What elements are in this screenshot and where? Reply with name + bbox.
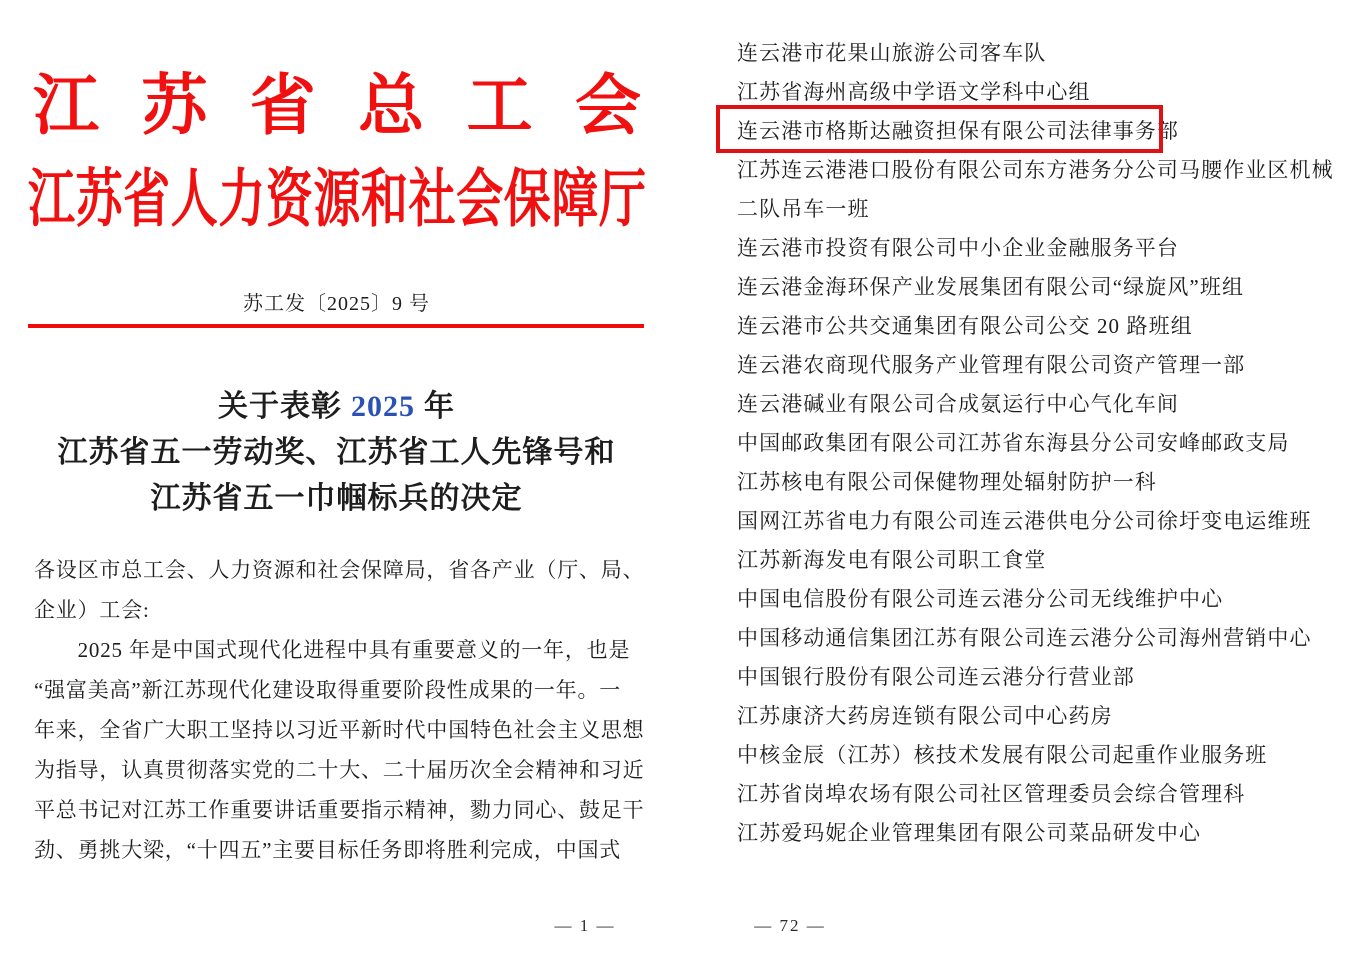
award-line: 中国邮政集团有限公司江苏省东海县分公司安峰邮政支局 xyxy=(737,431,1290,455)
org-name-char: 力 xyxy=(218,165,266,235)
award-line: 连云港市投资有限公司中小企业金融服务平台 xyxy=(737,236,1179,260)
body-line: 2025 年是中国式现代化进程中具有重要意义的一年，也是 xyxy=(34,638,631,662)
org-name-char: 工 xyxy=(466,70,533,143)
org-name-char: 源 xyxy=(313,165,361,235)
doc-number: 苏工发〔2025〕9 号 xyxy=(243,293,430,315)
org-name-char: 厅 xyxy=(598,165,646,235)
doc-title-prefix: 关于表彰 xyxy=(218,390,342,423)
award-line: 中国电信股份有限公司连云港分公司无线维护中心 xyxy=(737,587,1224,611)
org-name-char: 江 xyxy=(28,165,75,235)
doc-title-line-2: 江苏省五一劳动奖、江苏省工人先锋号和 xyxy=(57,436,616,469)
page-number-left: — 1 — xyxy=(554,916,616,935)
award-line-highlighted: 连云港市格斯达融资担保有限公司法律事务部 xyxy=(737,119,1179,143)
doc-title-line-1 xyxy=(28,384,645,430)
award-line: 江苏康济大药房连锁有限公司中心药房 xyxy=(737,704,1113,728)
org-name-line-2 xyxy=(28,165,646,235)
body-line: 企业）工会: xyxy=(34,598,150,622)
doc-title xyxy=(28,384,645,522)
award-line: 连云港市花果山旅游公司客车队 xyxy=(737,41,1047,65)
doc-title-suffix: 年 xyxy=(424,390,455,423)
award-line: 连云港农商现代服务产业管理有限公司资产管理一部 xyxy=(737,353,1246,377)
org-name-char: 和 xyxy=(361,165,409,235)
org-name-char: 保 xyxy=(503,165,551,235)
org-name-char: 障 xyxy=(551,165,599,235)
body-line: 各设区市总工会、人力资源和社会保障局，省各产业（厅、局、 xyxy=(34,558,645,582)
org-name-char: 会 xyxy=(456,165,504,235)
award-line: 连云港市公共交通集团有限公司公交 20 路班组 xyxy=(737,314,1193,338)
award-line: 江苏爱玛妮企业管理集团有限公司菜品研发中心 xyxy=(737,821,1202,845)
body-text xyxy=(34,550,646,870)
org-name-char: 省 xyxy=(123,165,171,235)
red-divider-rule xyxy=(28,324,644,328)
award-line: 江苏省海州高级中学语文学科中心组 xyxy=(737,80,1091,104)
org-name-char: 会 xyxy=(574,70,641,143)
page-number-right: — 72 — xyxy=(754,916,826,935)
body-line: 劲、勇挑大梁，“十四五”主要目标任务即将胜利完成，中国式 xyxy=(34,838,622,862)
award-line: 中国银行股份有限公司连云港分行营业部 xyxy=(737,665,1135,689)
award-line: 江苏核电有限公司保健物理处辐射防护一科 xyxy=(737,470,1157,494)
org-name-char: 资 xyxy=(265,165,313,235)
body-line: 为指导，认真贯彻落实党的二十大、二十届历次全会精神和习近 xyxy=(34,758,645,782)
award-line: 中国移动通信集团江苏有限公司连云港分公司海州营销中心 xyxy=(737,626,1312,650)
org-name-char: 省 xyxy=(249,70,316,143)
body-line: 平总书记对江苏工作重要讲话重要指示精神，勠力同心、鼓足干 xyxy=(34,798,645,822)
award-line: 江苏连云港港口股份有限公司东方港务分公司马腰作业区机械 xyxy=(737,158,1334,182)
body-line: “强富美高”新江苏现代化建设取得重要阶段性成果的一年。一 xyxy=(34,678,622,702)
award-line: 江苏省岗埠农场有限公司社区管理委员会综合管理科 xyxy=(737,782,1246,806)
award-list xyxy=(737,34,1342,853)
award-line: 江苏新海发电有限公司职工食堂 xyxy=(737,548,1047,572)
award-line: 连云港金海环保产业发展集团有限公司“绿旋风”班组 xyxy=(737,275,1245,299)
org-name-line-1 xyxy=(33,72,641,142)
org-name-char: 苏 xyxy=(75,165,123,235)
body-line: 年来，全省广大职工坚持以习近平新时代中国特色社会主义思想 xyxy=(34,718,645,742)
org-name-char: 江 xyxy=(33,70,99,143)
doc-title-year: 2025 xyxy=(351,390,415,423)
award-line: 中核金辰（江苏）核技术发展有限公司起重作业服务班 xyxy=(737,743,1268,767)
doc-title-line-3: 江苏省五一巾帼标兵的决定 xyxy=(150,482,523,515)
award-line: 国网江苏省电力有限公司连云港供电分公司徐圩变电运维班 xyxy=(737,509,1312,533)
award-line: 二队吊车一班 xyxy=(737,197,870,221)
award-line: 连云港碱业有限公司合成氨运行中心气化车间 xyxy=(737,392,1179,416)
org-name-char: 苏 xyxy=(141,70,208,143)
org-name-char: 人 xyxy=(170,165,218,235)
org-name-char: 总 xyxy=(358,70,425,143)
org-name-char: 社 xyxy=(408,165,456,235)
